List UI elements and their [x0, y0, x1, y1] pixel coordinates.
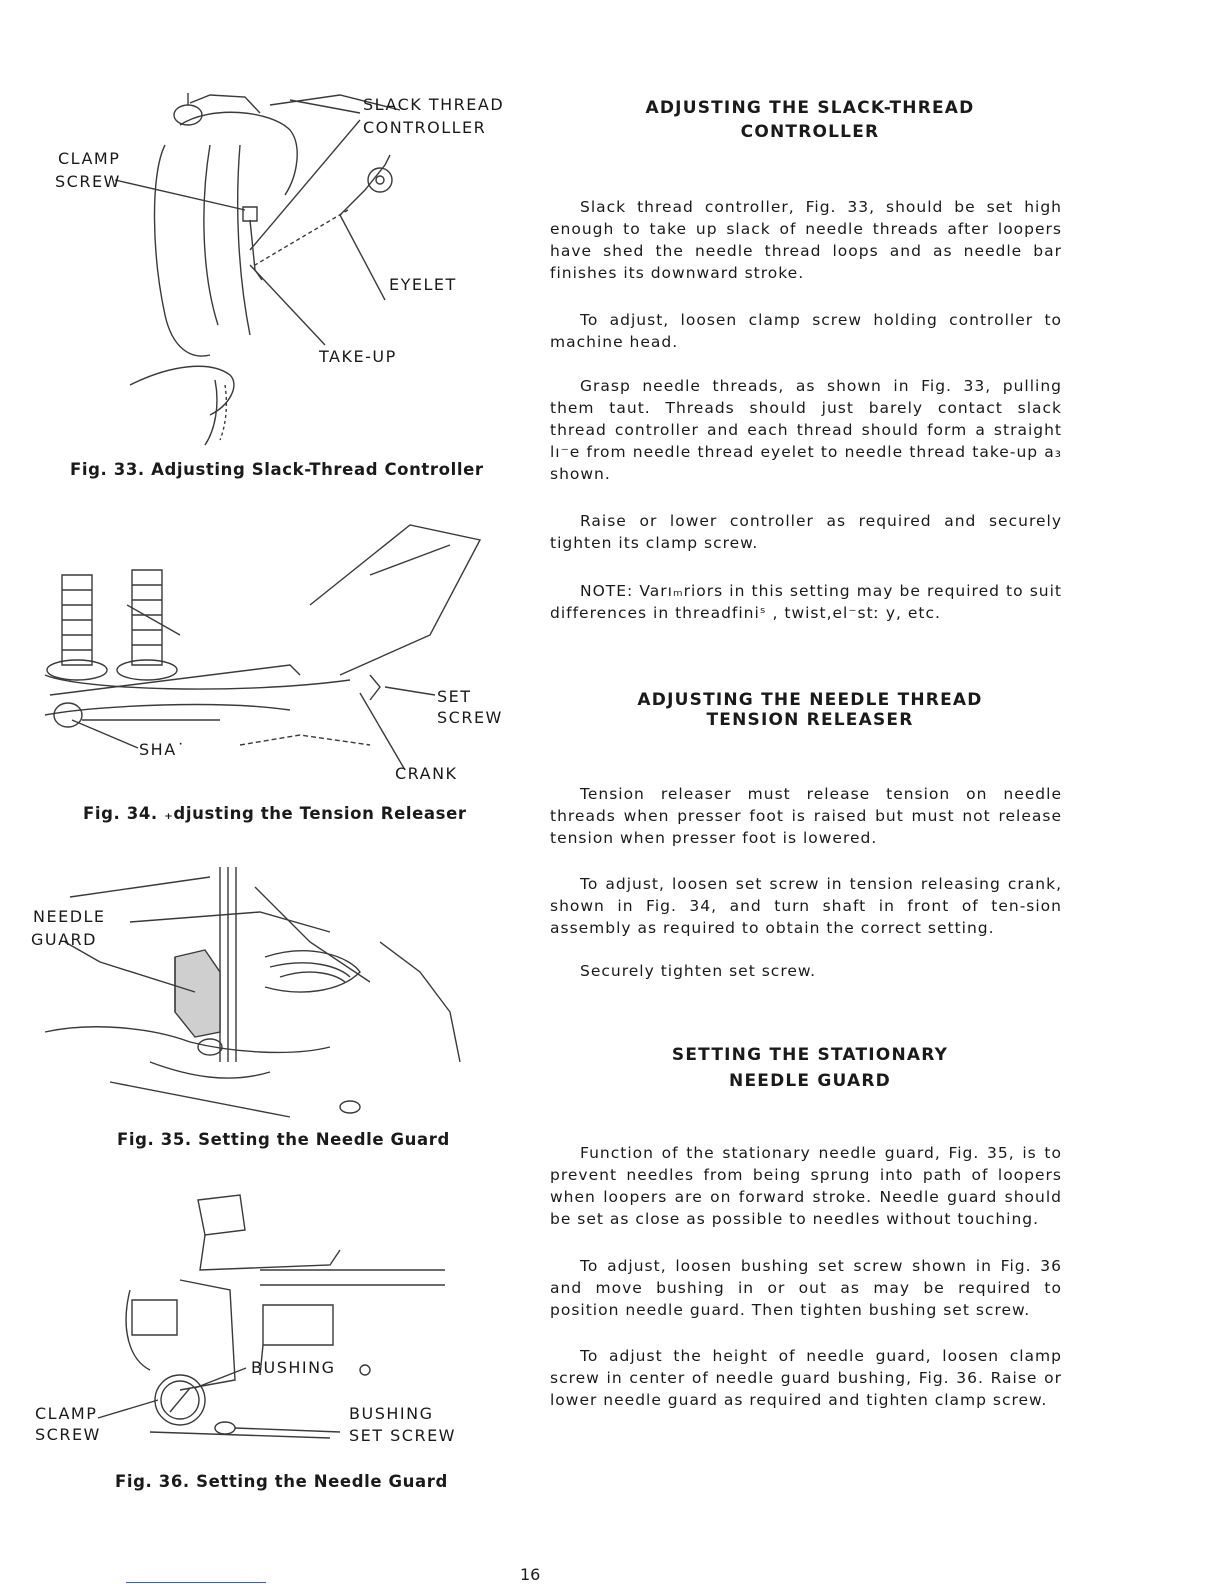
heading-line-2: NEEDLE GUARD	[729, 1071, 891, 1091]
paragraph: Grasp needle threads, as shown in Fig. 33, pulling them taut. Threads should just barely contact slack thread controller and each thread should form a straight lı⁻e from needle thread eyelet to needle thread take-up a₃ shown.	[550, 377, 1062, 483]
label-set: SET	[437, 687, 472, 706]
label-shaft: SHA˙	[139, 740, 187, 759]
paragraph: Raise or lower controller as required and securely tighten its clamp screw.	[550, 512, 1062, 552]
label-guard: GUARD	[31, 930, 97, 949]
fig-34-illustration	[40, 515, 500, 800]
label-bushing: BUSHING	[251, 1358, 336, 1377]
paragraph: To adjust, loosen bushing set screw shown in Fig. 36 and move bushing in or out as may be required to position needle guard. Then tighten bushing set screw.	[550, 1257, 1062, 1319]
paragraph: To adjust, loosen set screw in tension releasing crank, shown in Fig. 34, and turn shaft in front of ten-sion assembly as required to obtain the correct setting.	[550, 875, 1062, 937]
footer-rule	[126, 1582, 266, 1583]
label-slack-thread: SLACK THREAD	[363, 95, 505, 114]
label-take-up: TAKE-UP	[319, 347, 397, 366]
label-screw-fig34: SCREW	[437, 708, 503, 727]
heading-line-2: TENSION RELEASER	[706, 710, 914, 730]
paragraph: Function of the stationary needle guard, Fig. 35, is to prevent needles from being sprung into path of loopers when loopers are on forward stroke. Needle guard should be set as close as possible to needles without touching.	[550, 1144, 1062, 1228]
fig-33-caption: Fig. 33. Adjusting Slack-Thread Controller	[70, 460, 484, 479]
fig-34-caption: Fig. 34. ₊djusting the Tension Releaser	[83, 804, 467, 823]
heading-line-1: ADJUSTING THE NEEDLE THREAD	[637, 690, 983, 710]
paragraph: To adjust, loosen clamp screw holding controller to machine head.	[550, 311, 1062, 351]
label-screw: SCREW	[55, 172, 121, 191]
note-paragraph: NOTE: Varıₘriors in this setting may be required to suit differences in threadfiniˢ , twist,el⁻stː y, etc.	[550, 582, 1062, 622]
label-clamp: CLAMP	[58, 149, 121, 168]
heading-line-2: CONTROLLER	[740, 122, 880, 142]
heading-line-1: SETTING THE STATIONARY	[671, 1045, 949, 1065]
label-bushing-2: BUSHING	[349, 1404, 434, 1423]
label-eyelet: EYELET	[389, 275, 457, 294]
label-set-screw: SET SCREW	[349, 1426, 456, 1445]
section-heading-slack-thread	[550, 96, 1070, 144]
paragraph: Slack thread controller, Fig. 33, should be set high enough to take up slack of needle threads after loopers have shed the needle thread loops and as needle bar finishes its downward stroke.	[550, 198, 1062, 282]
paragraph: To adjust the height of needle guard, loosen clamp screw in center of needle guard bushing, Fig. 36. Raise or lower needle guard as required and tighten clamp screw.	[550, 1347, 1062, 1409]
fig-36-caption: Fig. 36. Setting the Needle Guard	[115, 1472, 448, 1491]
fig-35-illustration	[30, 862, 470, 1132]
label-controller: CONTROLLER	[363, 118, 487, 137]
section-heading-tension-releaser	[550, 688, 1070, 732]
fig-33-illustration	[40, 85, 520, 455]
section-heading-needle-guard	[550, 1043, 1070, 1093]
heading-line-1: ADJUSTING THE SLACK-THREAD	[645, 98, 975, 118]
paragraph: Securely tighten set screw.	[580, 962, 817, 980]
fig-35-caption: Fig. 35. Setting the Needle Guard	[117, 1130, 450, 1149]
page-number: 16	[520, 1565, 541, 1584]
label-screw-fig36: SCREW	[35, 1425, 101, 1444]
label-needle: NEEDLE	[33, 907, 106, 926]
label-crank: CRANK	[395, 764, 458, 783]
label-clamp-fig36: CLAMP	[35, 1404, 98, 1423]
paragraph: Tension releaser must release tension on needle threads when presser foot is raised but must not release tension when presser foot is lowered.	[550, 785, 1062, 847]
